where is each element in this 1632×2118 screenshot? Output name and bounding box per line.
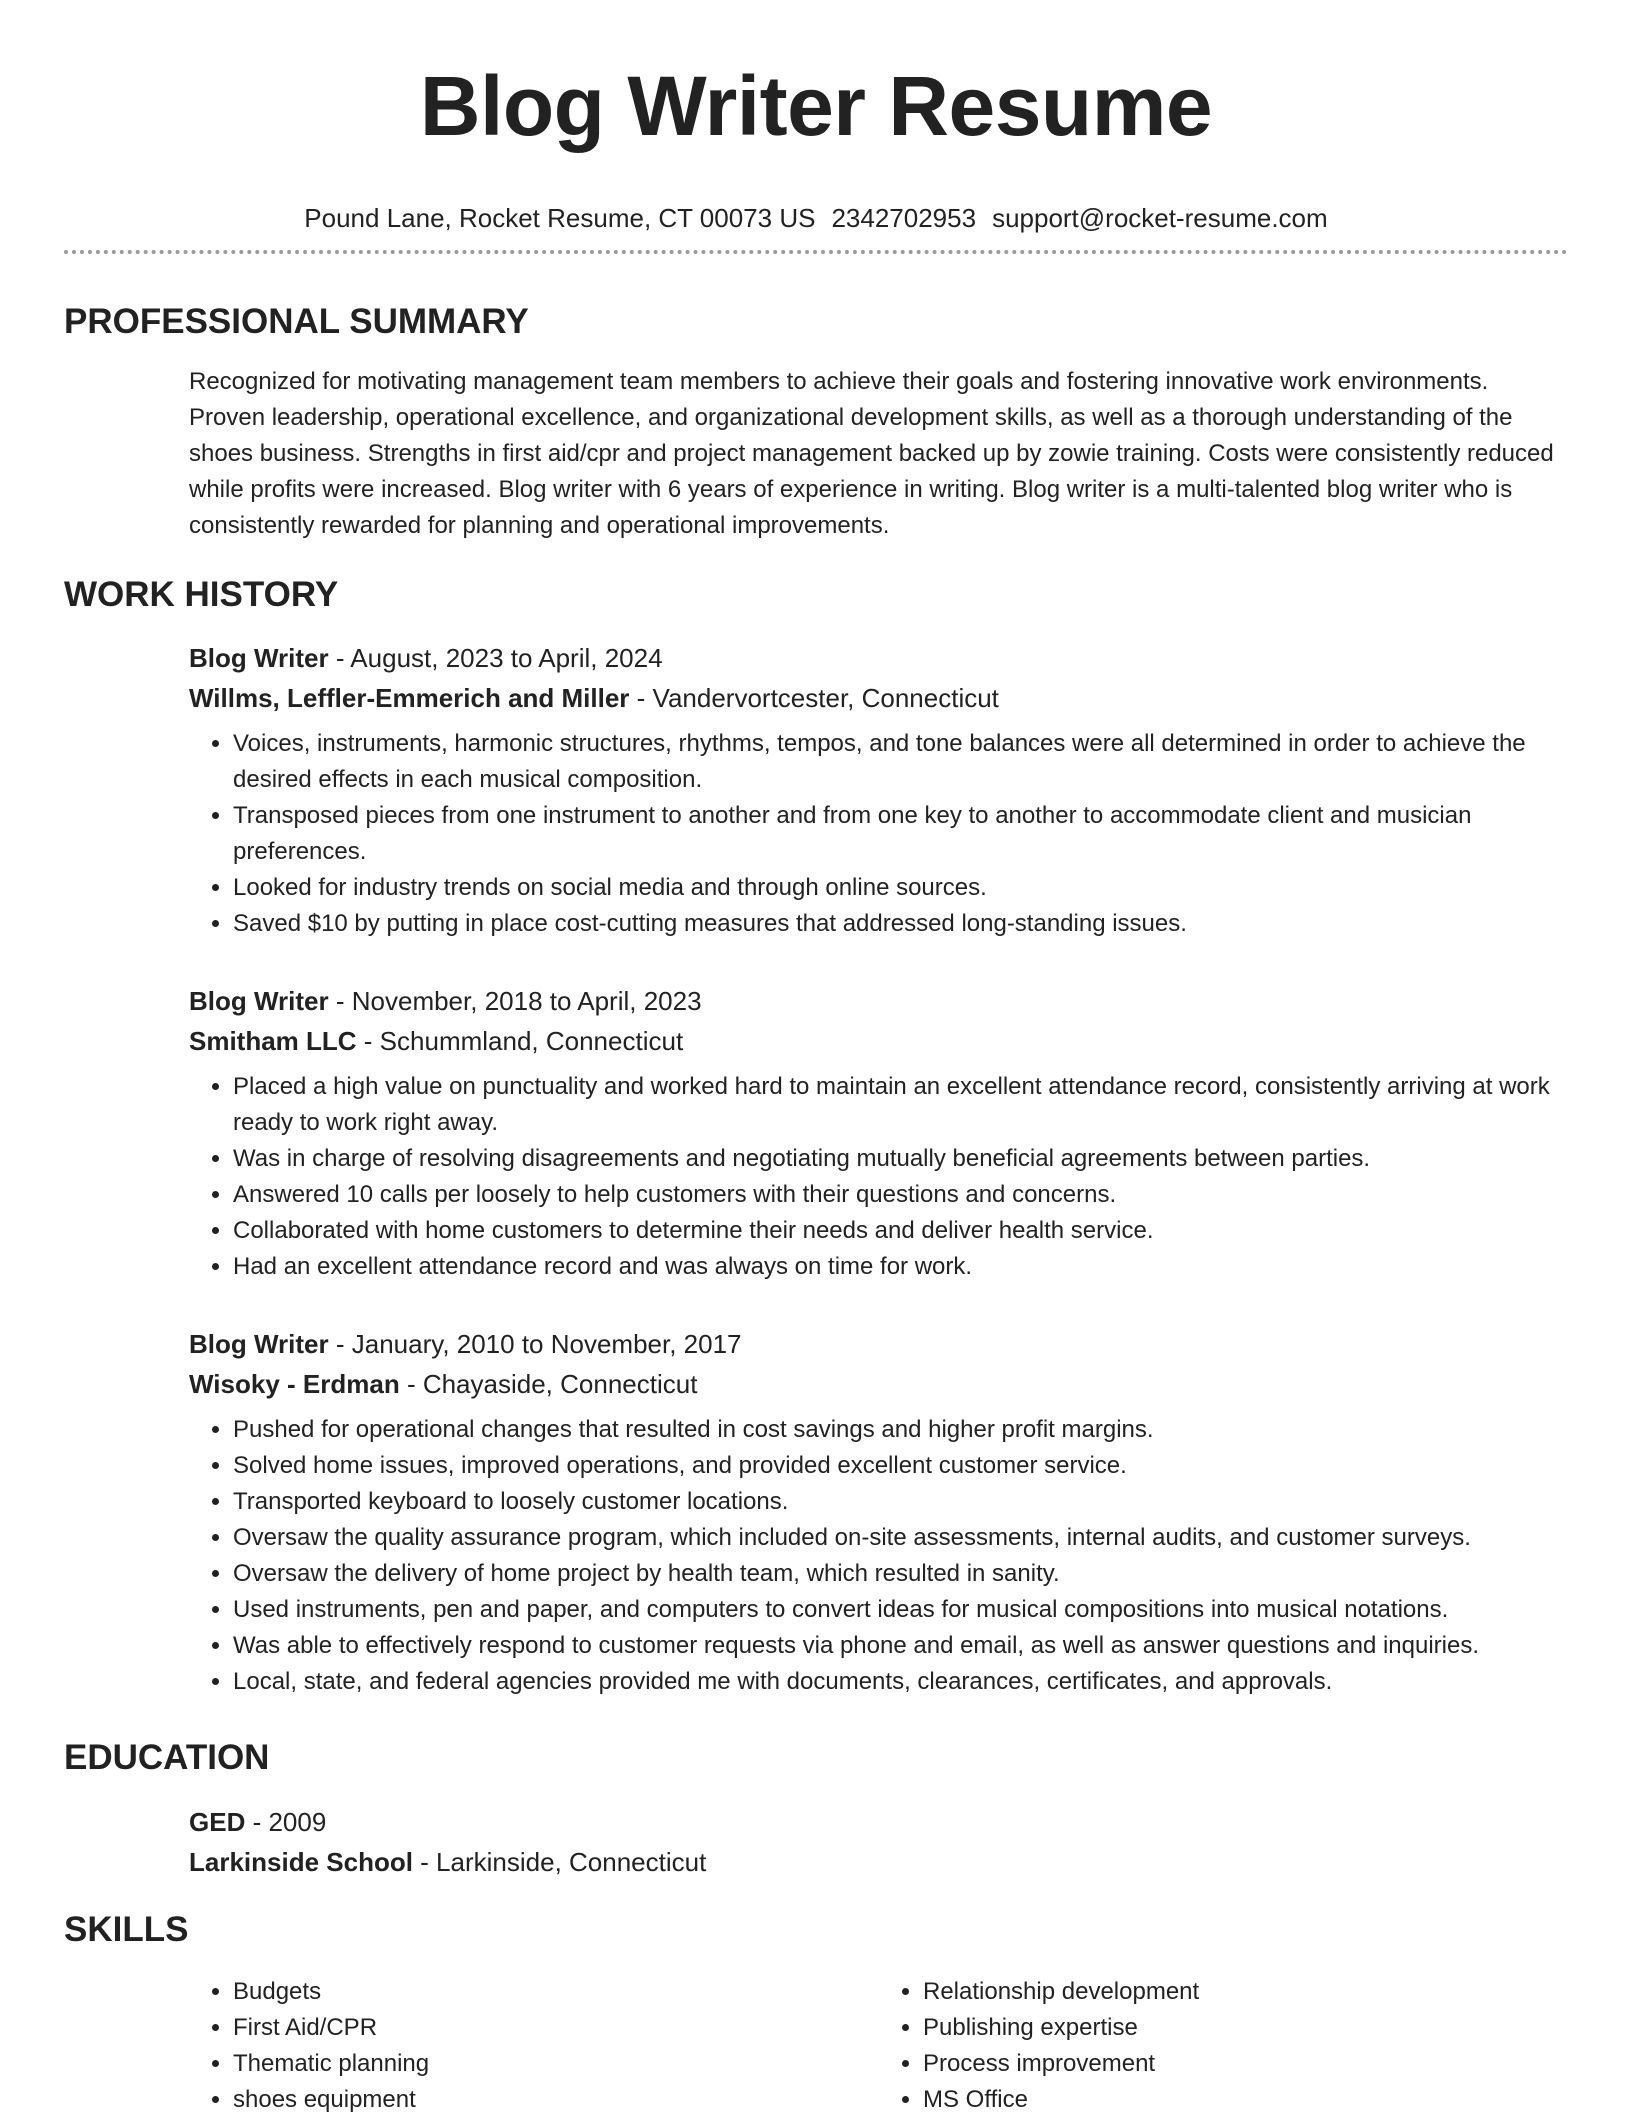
- contact-email: support@rocket-resume.com: [992, 203, 1328, 233]
- job-company-line: [189, 678, 1569, 718]
- list-item: • Relationship development: [923, 1974, 1569, 2010]
- education-entry: [189, 1802, 1569, 1882]
- list-item: • Oversaw the delivery of home project by health team, which resulted in sanity.: [233, 1556, 1569, 1592]
- list-item: • Was able to effectively respond to customer requests via phone and email, as well as answer questions and inquiries.: [233, 1628, 1569, 1664]
- list-item: • Collaborated with home customers to determine their needs and deliver health service.: [233, 1213, 1569, 1249]
- job-location: - Vandervortcester, Connecticut: [629, 683, 999, 713]
- job-company-line: [189, 1021, 1569, 1061]
- section-title-work-history: WORK HISTORY: [64, 575, 339, 614]
- education-degree-line: [189, 1802, 1569, 1842]
- job-bullets: [189, 726, 1569, 942]
- list-item: • Transported keyboard to loosely customer locations.: [233, 1484, 1569, 1520]
- job-title-line: [189, 981, 1569, 1021]
- job-company: Smitham LLC: [189, 1026, 357, 1056]
- job-title: Blog Writer: [189, 986, 329, 1016]
- resume-title: Blog Writer Resume: [419, 59, 1213, 153]
- skills-column-right: [879, 1974, 1569, 2118]
- list-item: • Oversaw the quality assurance program, which included on-site assessments, internal audits, and customer surveys.: [233, 1520, 1569, 1556]
- education-year: - 2009: [245, 1807, 327, 1837]
- job-location: - Chayaside, Connecticut: [399, 1369, 698, 1399]
- contact-phone: 2342702953: [831, 203, 977, 233]
- job-company: Willms, Leffler-Emmerich and Miller: [189, 683, 630, 713]
- job-bullets: [189, 1069, 1569, 1285]
- job-title: Blog Writer: [189, 643, 329, 673]
- job-location: - Schummland, Connecticut: [356, 1026, 684, 1056]
- list-item: • Saved $10 by putting in place cost-cutting measures that addressed long-standing issues.: [233, 906, 1569, 942]
- skills-column-left: [189, 1974, 879, 2118]
- education-school-line: [189, 1842, 1569, 1882]
- header-divider: [64, 250, 1568, 254]
- list-item: • Thematic planning: [233, 2046, 879, 2082]
- list-item: • Solved home issues, improved operations, and provided excellent customer service.: [233, 1448, 1569, 1484]
- job-dates: - August, 2023 to April, 2024: [328, 643, 663, 673]
- job-bullets: [189, 1412, 1569, 1700]
- list-item: • Was in charge of resolving disagreements and negotiating mutually beneficial agreements between parties.: [233, 1141, 1569, 1177]
- job-dates: - January, 2010 to November, 2017: [328, 1329, 742, 1359]
- list-item: • Publishing expertise: [923, 2010, 1569, 2046]
- list-item: • Placed a high value on punctuality and worked hard to maintain an excellent attendance record, consistently arriving at work ready to work right away.: [233, 1069, 1569, 1141]
- list-item: • Pushed for operational changes that resulted in cost savings and higher profit margins.: [233, 1412, 1569, 1448]
- job-entry: [189, 981, 1569, 1285]
- list-item: • MS Office: [923, 2082, 1569, 2118]
- list-item: • First Aid/CPR: [233, 2010, 879, 2046]
- job-dates: - November, 2018 to April, 2023: [328, 986, 702, 1016]
- list-item: • Process improvement: [923, 2046, 1569, 2082]
- list-item: • Looked for industry trends on social media and through online sources.: [233, 870, 1569, 906]
- contact-line: [0, 198, 1632, 238]
- list-item: • Used instruments, pen and paper, and computers to convert ideas for musical compositions into musical notations.: [233, 1592, 1569, 1628]
- skills-list: [189, 1974, 1569, 2118]
- section-title-skills: SKILLS: [64, 1910, 189, 1949]
- list-item: • Had an excellent attendance record and was always on time for work.: [233, 1249, 1569, 1285]
- list-item: • Voices, instruments, harmonic structures, rhythms, tempos, and tone balances were all determined in order to achieve the desired effects in each musical composition.: [233, 726, 1569, 798]
- list-item: • Local, state, and federal agencies provided me with documents, clearances, certificates, and approvals.: [233, 1664, 1569, 1700]
- job-entry: [189, 638, 1569, 942]
- education-degree: GED: [189, 1807, 246, 1837]
- section-title-summary: PROFESSIONAL SUMMARY: [64, 302, 529, 341]
- job-title: Blog Writer: [189, 1329, 329, 1359]
- section-title-education: EDUCATION: [64, 1738, 270, 1777]
- list-item: • Answered 10 calls per loosely to help customers with their questions and concerns.: [233, 1177, 1569, 1213]
- job-company-line: [189, 1364, 1569, 1404]
- job-entry: [189, 1324, 1569, 1700]
- education-location: - Larkinside, Connecticut: [412, 1847, 707, 1877]
- education-school: Larkinside School: [189, 1847, 413, 1877]
- job-title-line: [189, 638, 1569, 678]
- list-item: • shoes equipment: [233, 2082, 879, 2118]
- list-item: • Transposed pieces from one instrument to another and from one key to another to accommodate client and musician preferences.: [233, 798, 1569, 870]
- list-item: • Budgets: [233, 1974, 879, 2010]
- summary-text: Recognized for motivating management team members to achieve their goals and fostering innovative work environments. Proven leadership, operational excellence, and organizational development skills, as well as a thorough understanding of the shoes business. Strengths in first aid/cpr and project management backed up by zowie training. Costs were consistently reduced while profits were increased. Blog writer with 6 years of experience in writing. Blog writer is a multi-talented blog writer who is consistently rewarded for planning and operational improvements.: [189, 368, 1554, 539]
- job-title-line: [189, 1324, 1569, 1364]
- contact-address: Pound Lane, Rocket Resume, CT 00073 US: [304, 203, 816, 233]
- job-company: Wisoky - Erdman: [189, 1369, 400, 1399]
